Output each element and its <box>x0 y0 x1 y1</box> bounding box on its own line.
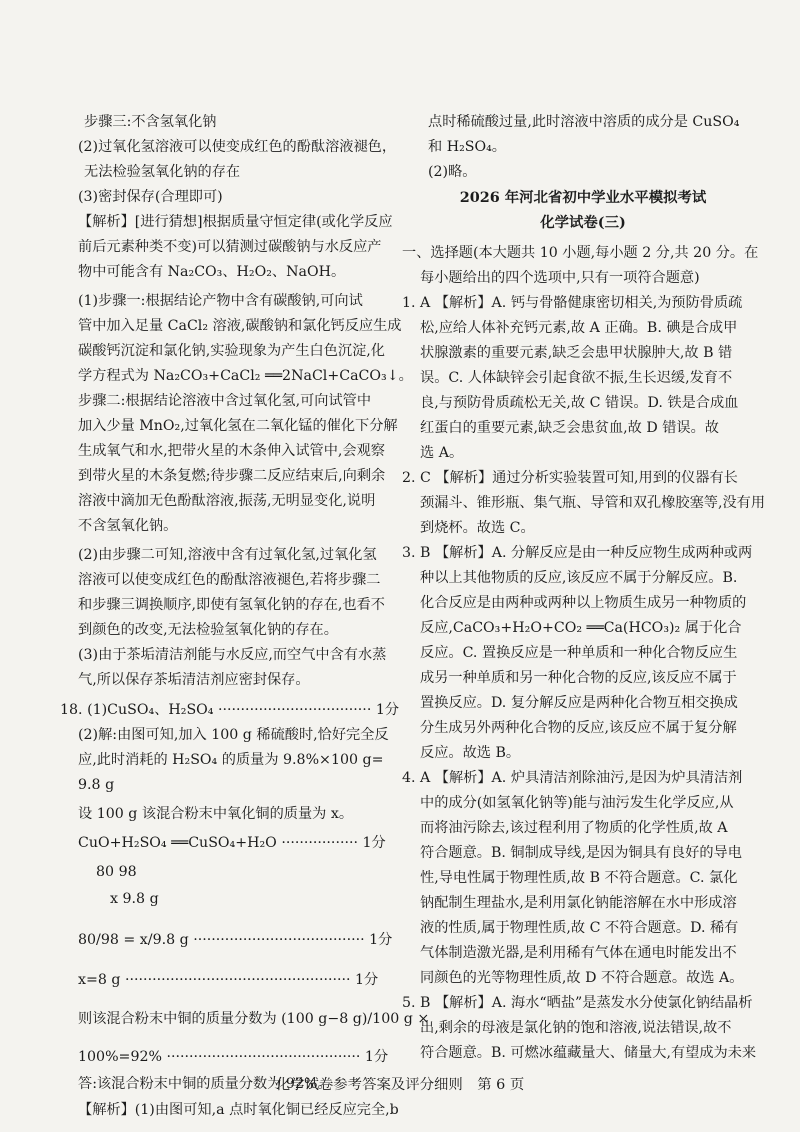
text-line: 步骤三:不含氢氧化钠 <box>84 114 217 130</box>
text-line: 中的成分(如氢氧化钠等)能与油污发生化学反应,从 <box>420 795 734 811</box>
text-line: 碳酸钙沉淀和氯化钠,实验现象为产生白色沉淀,化 <box>78 343 385 359</box>
equation-line: 80/98 = x/9.8 g ······································ 1分 <box>78 932 393 948</box>
text-line: 到带火星的木条复燃;待步骤二反应结束后,向剩余 <box>78 468 386 484</box>
question-18-line: 18. (1)CuSO₄、H₂SO₄ ·································· 1分 <box>60 702 400 718</box>
text-line: 设 100 g 该混合粉末中氧化铜的质量为 x。 <box>78 806 354 822</box>
text-line: 100%=92% ··········································· 1分 <box>78 1049 389 1065</box>
text-line: 液的性质,属于物理性质,故 C 不符合题意。D. 稀有 <box>420 920 739 936</box>
page-footer: 化学试卷参考答案及评分细则 第 6 页 <box>275 1077 525 1093</box>
text-line: 性,导电性属于物理性质,故 B 不符合题意。C. 氯化 <box>420 870 738 886</box>
equation-line: CuO+H₂SO₄ ══CuSO₄+H₂O ················· 1分 <box>78 835 386 851</box>
text-line: 钠配制生理盐水,是利用氯化钠能溶解在水中形成溶 <box>420 895 737 911</box>
text-line: 不含氢氧化钠。 <box>78 518 178 534</box>
text-line: 符合题意。B. 可燃冰蕴藏量大、储量大,有望成为未来 <box>420 1045 757 1061</box>
text-line: 无法检验氢氧化钠的存在 <box>84 164 241 180</box>
text-line: 良,与预防骨质疏松无关,故 C 错误。D. 铁是合成血 <box>420 395 739 411</box>
text-line: 置换反应。D. 复分解反应是两种化合物互相交换成 <box>420 695 738 711</box>
text-line: 【解析】[进行猜想]根据质量守恒定律(或化学反应 <box>78 214 393 230</box>
answer-3: 3. B 【解析】A. 分解反应是由一种反应物生成两种或两 <box>402 545 753 561</box>
text-line: (2)解:由图可知,加入 100 g 稀硫酸时,恰好完全反 <box>78 727 389 743</box>
text-line: 到颜色的改变,无法检验氢氧化钠的存在。 <box>78 622 338 638</box>
text-line: 到烧杯。故选 C。 <box>420 520 535 536</box>
text-line: (1)步骤一:根据结论产物中含有碳酸钠,可向试 <box>78 293 363 309</box>
text-line: 误。C. 人体缺锌会引起食欲不振,生长迟缓,发育不 <box>420 370 733 386</box>
text-line: 步骤二:根据结论溶液中含过氧化氢,可向试管中 <box>78 393 372 409</box>
text-line: 每小题给出的四个选项中,只有一项符合题意) <box>420 270 700 286</box>
text-line: 气,所以保存茶垢清洁剂应密封保存。 <box>78 672 310 688</box>
text-line: 应,此时消耗的 H₂SO₄ 的质量为 9.8%×100 g= <box>78 752 384 768</box>
text-line: (2)由步骤二可知,溶液中含有过氧化氢,过氧化氢 <box>78 547 377 563</box>
text-line: 反应。故选 B。 <box>420 745 521 761</box>
text-line: 和步骤三调换顺序,即使有氢氧化钠的存在,也看不 <box>78 597 385 613</box>
text-line: 答:该混合粉末中铜的质量分数为 92%。 <box>78 1076 332 1092</box>
text-line: 溶液中滴加无色酚酞溶液,振荡,无明显变化,说明 <box>78 493 376 509</box>
text-line: 颈漏斗、锥形瓶、集气瓶、导管和双孔橡胶塞等,没有用 <box>420 495 766 511</box>
text-line: 学方程式为 Na₂CO₃+CaCl₂ ══2NaCl+CaCO₃↓。 <box>78 368 413 384</box>
text-line: 9.8 g <box>78 777 115 793</box>
text-line: (3)由于茶垢清洁剂能与水反应,而空气中含有水蒸 <box>78 647 387 663</box>
text-line: 管中加入足量 CaCl₂ 溶液,碳酸钠和氯化钙反应生成 <box>78 318 402 334</box>
text-line: 则该混合粉末中铜的质量分数为 (100 g−8 g)/100 g × <box>78 1011 430 1027</box>
answer-4: 4. A 【解析】A. 炉具清洁剂除油污,是因为炉具清洁剂 <box>402 770 743 786</box>
text-line: 种以上其他物质的反应,该反应不属于分解反应。B. <box>420 570 738 586</box>
text-line: 出,剩余的母液是氯化钠的饱和溶液,说法错误,故不 <box>420 1020 732 1036</box>
section-heading: 一、选择题(本大题共 10 小题,每小题 2 分,共 20 分。在 <box>402 245 759 261</box>
text-line: (2)略。 <box>428 164 477 180</box>
answer-1: 1. A 【解析】A. 钙与骨骼健康密切相关,为预防骨质疏 <box>402 295 743 311</box>
text-line: 松,应给人体补充钙元素,故 A 正确。B. 碘是合成甲 <box>420 320 738 336</box>
exam-title: 2026 年河北省初中学业水平模拟考试 <box>459 189 707 206</box>
answer-2: 2. C 【解析】通过分析实验装置可知,用到的仪器有长 <box>402 470 738 486</box>
text-line: 【解析】(1)由图可知,a 点时氧化铜已经反应完全,b <box>78 1102 399 1118</box>
equation-line: x 9.8 g <box>110 891 159 907</box>
text-line: (3)密封保存(合理即可) <box>78 189 223 205</box>
exam-subtitle: 化学试卷(三) <box>540 214 626 231</box>
equation-line: x=8 g ·················································· 1分 <box>78 972 379 988</box>
text-line: (2)过氧化氢溶液可以使变成红色的酚酞溶液褪色， <box>78 139 397 155</box>
text-line: 气体制造激光器,是利用稀有气体在通电时能发出不 <box>420 945 737 961</box>
text-line: 反应,CaCO₃+H₂O+CO₂ ══Ca(HCO₃)₂ 属于化合 <box>420 620 742 636</box>
text-line: 和 H₂SO₄。 <box>428 139 506 155</box>
text-line: 化合反应是由两种或两种以上物质生成另一种物质的 <box>420 595 747 611</box>
text-line: 溶液可以使变成红色的酚酞溶液褪色,若将步骤二 <box>78 572 381 588</box>
text-line: 反应。C. 置换反应是一种单质和一种化合物反应生 <box>420 645 738 661</box>
text-line: 红蛋白的重要元素,缺乏会患贫血,故 D 错误。故 <box>420 420 719 436</box>
text-line: 生成氧气和水,把带火星的木条伸入试管中,会观察 <box>78 443 385 459</box>
text-line: 而将油污除去,该过程利用了物质的化学性质,故 A <box>420 820 728 836</box>
text-line: 加入少量 MnO₂,过氧化氢在二氧化锰的催化下分解 <box>78 418 398 434</box>
answer-5: 5. B 【解析】A. 海水“晒盐”是蒸发水分使氯化钠结晶析 <box>402 995 753 1011</box>
text-line: 同颜色的光等物理性质,故 D 不符合题意。故选 A。 <box>420 970 744 986</box>
text-line: 符合题意。B. 铜制成导线,是因为铜具有良好的导电 <box>420 845 742 861</box>
text-line: 成另一种单质和另一种化合物的反应,该反应不属于 <box>420 670 737 686</box>
text-line: 物中可能含有 Na₂CO₃、H₂O₂、NaOH。 <box>78 264 346 280</box>
text-line: 状腺激素的重要元素,缺乏会患甲状腺肿大,故 B 错 <box>420 345 733 361</box>
text-line: 选 A。 <box>420 445 464 461</box>
text-line: 点时稀硫酸过量,此时溶液中溶质的成分是 CuSO₄ <box>428 114 740 130</box>
equation-line: 80 98 <box>96 864 137 880</box>
text-line: 分生成另外两种化合物的反应,该反应不属于复分解 <box>420 720 737 736</box>
text-line: 前后元素种类不变)可以猜测过碳酸钠与水反应产 <box>78 239 382 255</box>
